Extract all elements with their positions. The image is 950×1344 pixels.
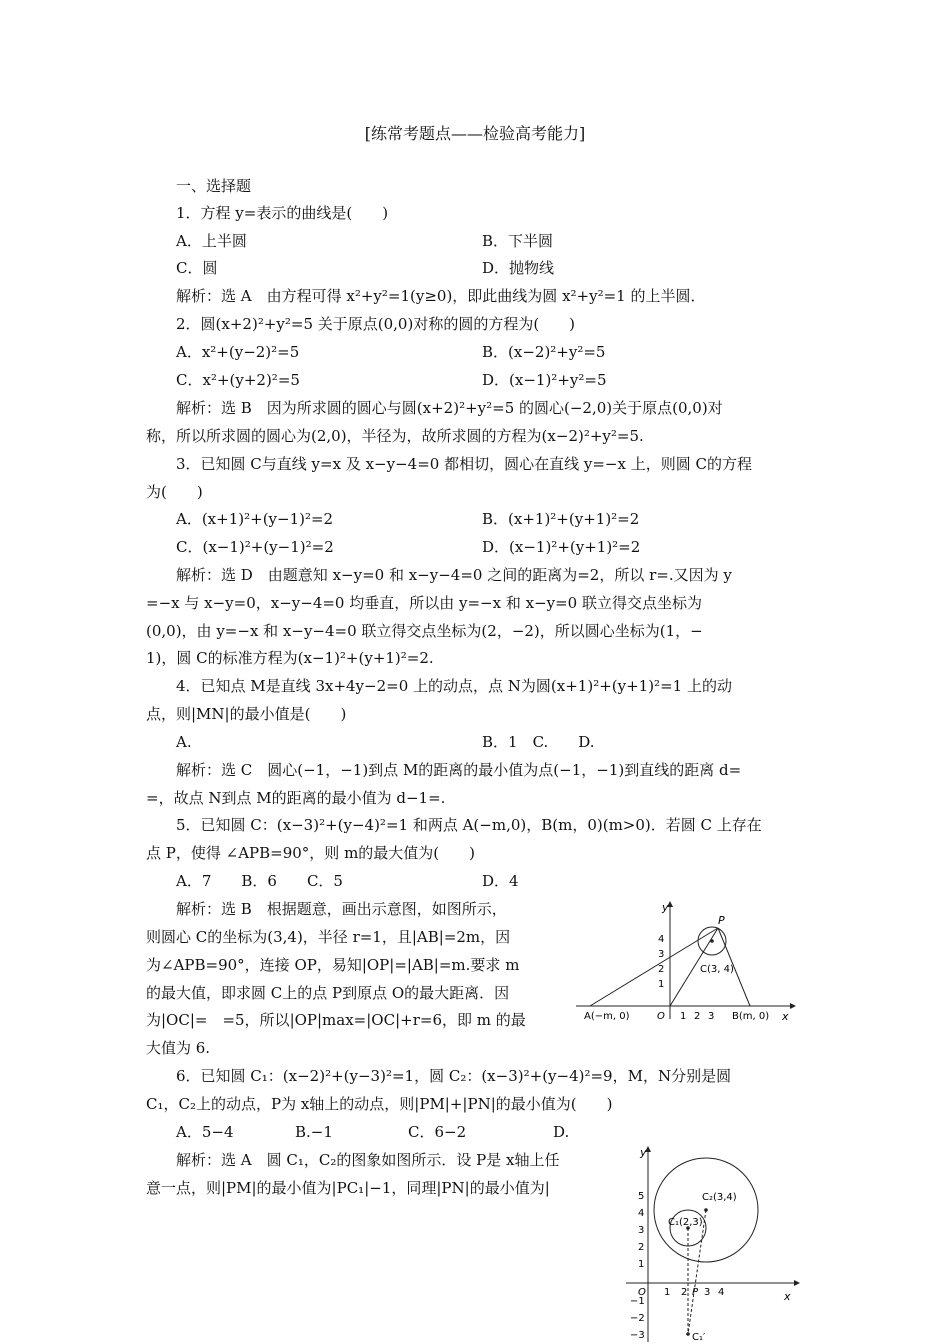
point-p-label: P <box>692 1287 699 1298</box>
y-tick-2: 2 <box>638 1242 645 1253</box>
q3-stem-line-1: 3．已知圆 C与直线 y=x 及 x−y−4=0 都相切，圆心在直线 y=−x 上，则圆 C的方程 <box>176 455 752 473</box>
x-tick-2: 2 <box>681 1287 688 1298</box>
q5-solution-line-4: 的最大值，即求圆 C上的点 P到原点 O的最大距离．因 <box>146 984 510 1002</box>
q6-option-d: D. <box>553 1123 570 1141</box>
q3-solution-line-4: 1)，圆 C的标准方程为(x−1)²+(y+1)²=2. <box>146 649 434 667</box>
q6-stem-line-1: 6．已知圆 C₁：(x−2)²+(y−3)²=1，圆 C₂：(x−3)²+(y−4)²=9，M，N分别是圆 <box>176 1067 732 1085</box>
q1-option-c: C．圆 <box>176 259 218 277</box>
q2-option-c: C．x²+(y+2)²=5 <box>176 371 300 389</box>
segment-ap <box>590 928 718 1006</box>
q5-solution-line-5: 为|OC|= =5，所以|OP|max=|OC|+r=6，即 m 的最 <box>146 1011 526 1029</box>
q1-option-a: A．上半圆 <box>176 232 247 250</box>
q5-stem-line-2: 点 P，使得 ∠APB=90°，则 m的最大值为( ) <box>146 844 475 862</box>
q6-option-a: A．5−4 <box>176 1123 234 1141</box>
q4-option-a: A. <box>176 733 192 751</box>
point-a-label: A(−m, 0) <box>584 1011 630 1022</box>
x-tick-3: 3 <box>704 1287 711 1298</box>
q3-option-a: A．(x+1)²+(y−1)²=2 <box>176 510 334 528</box>
q2-stem: 2．圆(x+2)²+y²=5 关于原点(0,0)对称的圆的方程为( ) <box>176 315 576 333</box>
q2-solution-line-1: 解析：选 B 因为所求圆的圆心与圆(x+2)²+y²=5 的圆心(−2,0)关于原点(0,0)对 <box>176 399 723 417</box>
y-axis-label: y <box>640 1146 647 1159</box>
q6-stem-line-2: C₁，C₂上的动点，P为 x轴上的动点，则|PM|+|PN|的最小值为( ) <box>146 1095 613 1113</box>
x-tick-1: 1 <box>664 1287 671 1298</box>
y-tick-4: 4 <box>638 1208 645 1219</box>
q3-solution-line-1: 解析：选 D 由题意知 x−y=0 和 x−y−4=0 之间的距离为=2，所以 r=.又因为 y <box>176 566 732 584</box>
q5-solution-line-2: 则圆心 C的坐标为(3,4)，半径 r=1，且|AB|=2m，因 <box>146 928 511 946</box>
q3-option-c: C．(x−1)²+(y−1)²=2 <box>176 538 334 556</box>
q3-option-d: D．(x−1)²+(y+1)²=2 <box>482 538 641 556</box>
y-tick-1: 1 <box>658 979 665 990</box>
q6-option-c: C．6−2 <box>408 1123 467 1141</box>
dashed-c2-to-c1prime <box>688 1210 706 1334</box>
x-tick-3: 3 <box>708 1011 715 1022</box>
q1-option-d: D．抛物线 <box>482 259 555 277</box>
page-title: [练常考题点——检验高考能力] <box>364 124 586 143</box>
q6-solution-line-2: 意一点，则|PM|的最小值为|PC₁|−1，同理|PN|的最小值为| <box>146 1179 550 1197</box>
q2-option-b: B．(x−2)²+y²=5 <box>482 343 606 361</box>
origin-label: O <box>657 1011 665 1022</box>
q5-option-d: D．4 <box>482 872 519 890</box>
q5-solution-line-3: 为∠APB=90°，连接 OP，易知|OP|=|AB|=m.要求 m <box>146 956 520 974</box>
x-tick-2: 2 <box>694 1011 701 1022</box>
q2-option-a: A．x²+(y−2)²=5 <box>176 343 300 361</box>
q5-solution-line-1: 解析：选 B 根据题意，画出示意图，如图所示， <box>176 900 507 918</box>
q2-solution-line-2: 称，所以所求圆的圆心为(2,0)，半径为，故所求圆的方程为(x−2)²+y²=5. <box>146 427 644 445</box>
q4-solution-line-1: 解析：选 C 圆心(−1，−1)到点 M的距离的最小值为点(−1，−1)到直线的距离 d= <box>176 761 742 779</box>
y-tick-4: 4 <box>658 934 665 945</box>
q3-stem-line-2: 为( ) <box>146 483 203 501</box>
q6-solution-line-1: 解析：选 A 圆 C₁，C₂的图象如图所示．设 P是 x轴上任 <box>176 1151 560 1169</box>
y-tick-neg1: −1 <box>630 1296 645 1307</box>
q4-stem-line-2: 点，则|MN|的最小值是( ) <box>146 705 347 723</box>
x-axis-label: x <box>782 1010 789 1023</box>
q3-solution-line-3: (0,0)，由 y=−x 和 x−y−4=0 联立得交点坐标为(2，−2)，所以圆心坐标为(1，− <box>146 622 703 640</box>
x-tick-1: 1 <box>680 1011 687 1022</box>
x-tick-4: 4 <box>718 1287 725 1298</box>
center-c1-label: C₁(2,3) <box>668 1217 703 1228</box>
y-tick-neg3: −3 <box>630 1330 645 1341</box>
reflected-c1-label: C₁′ <box>692 1332 706 1343</box>
q1-option-b: B．下半圆 <box>482 232 554 250</box>
q4-solution-line-2: =，故点 N到点 M的距离的最小值为 d−1=. <box>146 789 446 807</box>
q2-option-d: D．(x−1)²+y²=5 <box>482 371 607 389</box>
point-b-label: B(m, 0) <box>732 1011 770 1022</box>
q1-stem: 1．方程 y=表示的曲线是( ) <box>176 204 389 222</box>
x-axis-label: x <box>784 1290 791 1303</box>
center-c-label: C(3, 4) <box>700 964 734 975</box>
q4-options-bcd: B．1 C. D. <box>482 733 595 751</box>
q5-stem-line-1: 5．已知圆 C：(x−3)²+(y−4)²=1 和两点 A(−m,0)，B(m，0)(m>0)．若圆 C 上存在 <box>176 816 762 834</box>
y-axis-label: y <box>662 901 669 914</box>
q5-solution-line-6: 大值为 6. <box>146 1039 211 1057</box>
x-axis-arrow <box>790 1003 796 1009</box>
x-axis-arrow <box>794 1280 800 1286</box>
figure-two-circles <box>618 1140 808 1344</box>
y-tick-neg2: −2 <box>630 1313 645 1324</box>
origin-label: O <box>638 1287 646 1298</box>
q3-option-b: B．(x+1)²+(y+1)²=2 <box>482 510 640 528</box>
q1-solution: 解析：选 A 由方程可得 x²+y²=1(y≥0)，即此曲线为圆 x²+y²=1 的上半圆． <box>176 287 706 305</box>
point-p-label: P <box>718 914 725 927</box>
q5-options-abc: A．7 B．6 C．5 <box>176 872 343 890</box>
center-c2-label: C₂(3,4) <box>702 1192 737 1203</box>
y-tick-2: 2 <box>658 964 665 975</box>
figure-circle-right-angle <box>570 895 800 1025</box>
y-tick-1: 1 <box>638 1259 645 1270</box>
q3-solution-line-2: =−x 与 x−y=0，x−y−4=0 均垂直，所以由 y=−x 和 x−y=0 联立得交点坐标为 <box>146 594 702 612</box>
q4-stem-line-1: 4．已知点 M是直线 3x+4y−2=0 上的动点，点 N为圆(x+1)²+(y+1)²=1 上的动 <box>176 677 732 695</box>
y-tick-3: 3 <box>658 949 665 960</box>
y-tick-5: 5 <box>638 1191 645 1202</box>
q6-option-b: B.−1 <box>295 1123 333 1141</box>
y-tick-3: 3 <box>638 1225 645 1236</box>
section-heading: 一、选择题 <box>176 177 252 195</box>
